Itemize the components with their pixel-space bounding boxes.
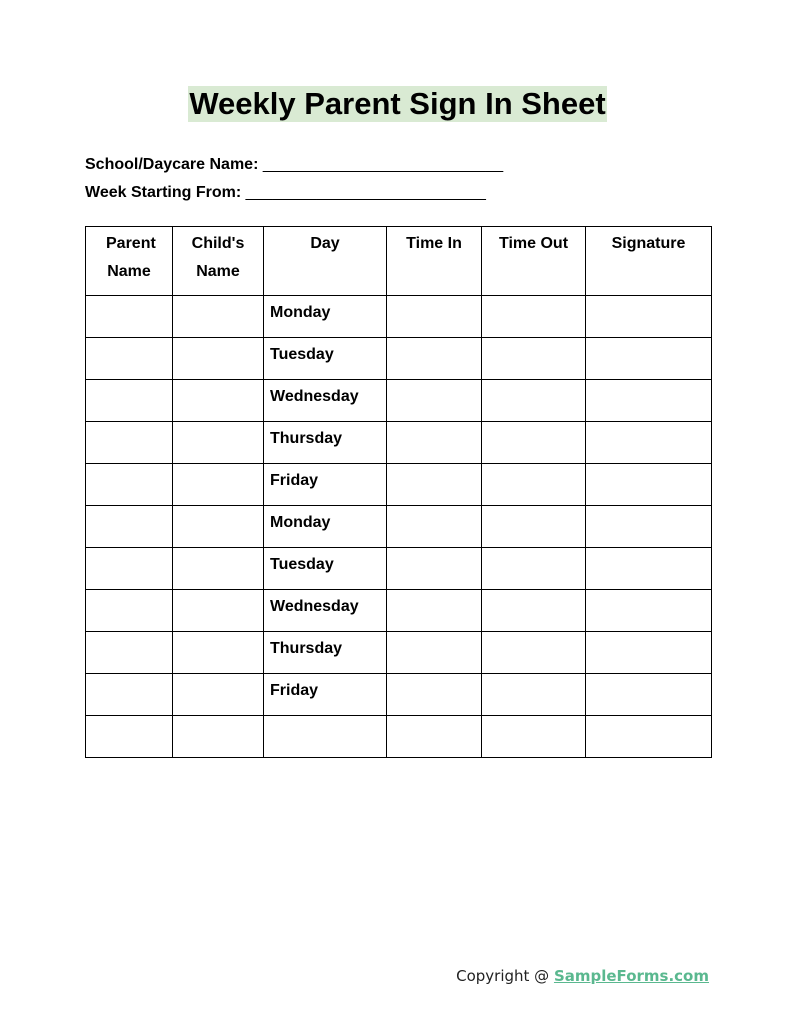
- signature-cell[interactable]: [586, 548, 712, 590]
- parent-name-cell[interactable]: [86, 716, 173, 758]
- week-starting-label: Week Starting From:: [85, 184, 242, 201]
- table-row: [86, 590, 712, 632]
- parent-name-cell[interactable]: [86, 422, 173, 464]
- parent-name-cell[interactable]: [86, 674, 173, 716]
- day-cell: Monday: [264, 296, 387, 338]
- childs-name-cell[interactable]: [173, 338, 264, 380]
- day-cell: [264, 716, 387, 758]
- parent-name-cell[interactable]: [86, 338, 173, 380]
- signature-cell[interactable]: [586, 590, 712, 632]
- parent-name-cell[interactable]: [86, 380, 173, 422]
- table-body: [86, 296, 712, 758]
- parent-name-cell[interactable]: [86, 548, 173, 590]
- table-row: [86, 506, 712, 548]
- time-in-cell[interactable]: [387, 590, 482, 632]
- header-time-in: Time In: [387, 227, 482, 296]
- time-out-cell[interactable]: [482, 548, 586, 590]
- day-cell: Thursday: [264, 422, 387, 464]
- time-in-cell[interactable]: [387, 548, 482, 590]
- day-cell: Wednesday: [264, 590, 387, 632]
- title-wrapper: [0, 86, 795, 122]
- time-in-cell[interactable]: [387, 674, 482, 716]
- time-in-cell[interactable]: [387, 296, 482, 338]
- time-in-cell[interactable]: [387, 506, 482, 548]
- day-cell: Monday: [264, 506, 387, 548]
- signature-cell[interactable]: [586, 632, 712, 674]
- copyright-prefix: Copyright @: [456, 967, 554, 985]
- childs-name-cell[interactable]: [173, 464, 264, 506]
- signature-cell[interactable]: [586, 464, 712, 506]
- header-signature: Signature: [586, 227, 712, 296]
- school-name-field: [85, 155, 503, 175]
- table-row: [86, 422, 712, 464]
- document-title: Weekly Parent Sign In Sheet: [189, 86, 606, 121]
- childs-name-cell[interactable]: [173, 380, 264, 422]
- time-in-cell[interactable]: [387, 632, 482, 674]
- table-row: [86, 716, 712, 758]
- time-in-cell[interactable]: [387, 422, 482, 464]
- header-parent-name: Parent Name: [86, 227, 173, 296]
- childs-name-cell[interactable]: [173, 674, 264, 716]
- time-in-cell[interactable]: [387, 380, 482, 422]
- time-out-cell[interactable]: [482, 674, 586, 716]
- time-in-cell[interactable]: [387, 716, 482, 758]
- signature-cell[interactable]: [586, 506, 712, 548]
- parent-name-cell[interactable]: [86, 464, 173, 506]
- parent-name-cell[interactable]: [86, 632, 173, 674]
- time-out-cell[interactable]: [482, 506, 586, 548]
- childs-name-cell[interactable]: [173, 506, 264, 548]
- day-cell: Thursday: [264, 632, 387, 674]
- header-time-out: Time Out: [482, 227, 586, 296]
- signature-cell[interactable]: [586, 422, 712, 464]
- time-out-cell[interactable]: [482, 338, 586, 380]
- parent-name-cell[interactable]: [86, 590, 173, 632]
- time-in-cell[interactable]: [387, 338, 482, 380]
- sign-in-table: [85, 226, 712, 758]
- week-starting-blank[interactable]: ___________________________: [245, 184, 486, 201]
- table-row: [86, 338, 712, 380]
- day-cell: Wednesday: [264, 380, 387, 422]
- header-childs-name: Child's Name: [173, 227, 264, 296]
- table-row: [86, 464, 712, 506]
- day-cell: Tuesday: [264, 548, 387, 590]
- school-name-blank[interactable]: ___________________________: [262, 156, 504, 173]
- week-starting-field: [85, 183, 486, 203]
- parent-name-cell[interactable]: [86, 506, 173, 548]
- school-name-label: School/Daycare Name:: [85, 156, 259, 173]
- childs-name-cell[interactable]: [173, 632, 264, 674]
- time-out-cell[interactable]: [482, 464, 586, 506]
- table-row: [86, 380, 712, 422]
- day-cell: Friday: [264, 674, 387, 716]
- childs-name-cell[interactable]: [173, 590, 264, 632]
- copyright-footer: [456, 966, 709, 986]
- childs-name-cell[interactable]: [173, 296, 264, 338]
- childs-name-cell[interactable]: [173, 716, 264, 758]
- table-row: [86, 548, 712, 590]
- time-out-cell[interactable]: [482, 590, 586, 632]
- time-out-cell[interactable]: [482, 716, 586, 758]
- header-day: Day: [264, 227, 387, 296]
- brand-link[interactable]: SampleForms.com: [553, 967, 709, 985]
- time-out-cell[interactable]: [482, 632, 586, 674]
- table-row: [86, 632, 712, 674]
- signature-cell[interactable]: [586, 716, 712, 758]
- signature-cell[interactable]: [586, 296, 712, 338]
- childs-name-cell[interactable]: [173, 422, 264, 464]
- time-out-cell[interactable]: [482, 296, 586, 338]
- signature-cell[interactable]: [586, 380, 712, 422]
- time-out-cell[interactable]: [482, 422, 586, 464]
- table-header-row: [86, 227, 712, 296]
- signature-cell[interactable]: [586, 338, 712, 380]
- table-row: [86, 296, 712, 338]
- time-in-cell[interactable]: [387, 464, 482, 506]
- day-cell: Tuesday: [264, 338, 387, 380]
- time-out-cell[interactable]: [482, 380, 586, 422]
- signature-cell[interactable]: [586, 674, 712, 716]
- childs-name-cell[interactable]: [173, 548, 264, 590]
- day-cell: Friday: [264, 464, 387, 506]
- parent-name-cell[interactable]: [86, 296, 173, 338]
- table-row: [86, 674, 712, 716]
